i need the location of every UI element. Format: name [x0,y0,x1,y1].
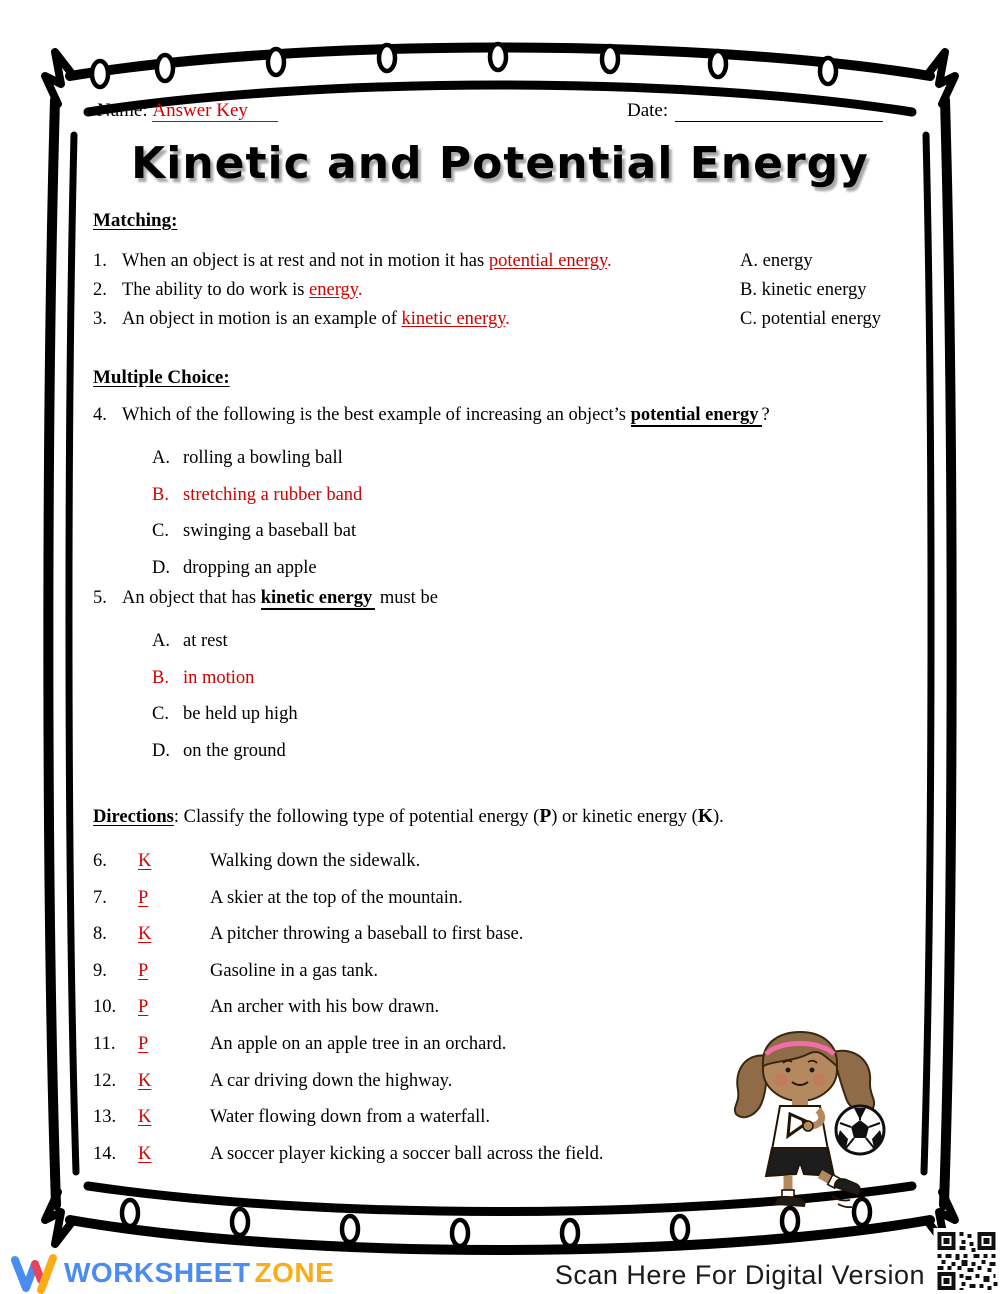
choice-option: B. kinetic energy [740,279,867,300]
directions-p: P [539,806,552,827]
matching-item [93,276,733,305]
classify-item [93,989,793,1026]
question-4-options [152,440,362,586]
header-row [97,100,897,122]
scan-here-label: Scan Here For Digital Version [554,1260,925,1290]
brand-zone: ZONE [254,1257,335,1288]
option-row [152,550,362,587]
item-text: The ability to do work is [122,279,310,300]
answer-text: energy [309,279,358,300]
matching-heading: Matching: [93,210,178,231]
option-row [152,696,298,733]
item-number: 9. [93,960,107,981]
answer-letter: K [138,1143,152,1164]
directions-line [93,806,953,828]
directions-text: : Classify the following type of potential energy ( [173,807,540,827]
answer-letter: P [138,960,149,981]
classify-item [93,843,793,880]
soccer-ball-icon [836,1106,884,1154]
classify-item [93,953,793,990]
item-text: A car driving down the highway. [210,1070,453,1091]
option-row [152,660,298,697]
item-number: 8. [93,924,107,945]
item-text: A pitcher throwing a baseball to first base. [210,924,524,945]
option-text: at rest [183,631,228,651]
item-number: 2. [93,279,107,300]
matching-choices [740,247,881,333]
item-number: 3. [93,308,107,329]
option-row [152,733,298,770]
worksheetzone-logo[interactable] [10,1252,334,1294]
qr-code [933,1228,1000,1294]
directions-k: K [697,806,713,827]
option-text: in motion [183,667,255,688]
option-row [152,440,362,477]
option-letter: B. [152,484,169,505]
classify-item [93,880,793,917]
option-letter: A. [152,448,170,468]
question-4 [93,405,953,426]
answer-letter: P [138,887,149,908]
option-text: dropping an apple [183,557,317,578]
item-period: . [357,279,363,300]
option-text: stretching a rubber band [183,484,363,505]
worksheetzone-w-icon [10,1252,58,1294]
question-emphasis: potential energy [631,405,762,427]
option-letter: D. [152,557,170,578]
item-number: 12. [93,1070,117,1091]
option-letter: A. [152,631,170,651]
classify-item [93,1063,793,1100]
item-text: Gasoline in a gas tank. [210,960,378,981]
classify-item [93,1136,793,1173]
soccer-girl-illustration [728,1018,898,1210]
item-period: . [505,308,510,329]
option-text: rolling a bowling ball [183,448,343,468]
item-number: 11. [93,1033,116,1054]
answer-letter: K [138,851,152,871]
classify-list [93,843,793,1172]
item-period: . [607,251,612,271]
choice-option: C. potential energy [740,308,881,329]
question-emphasis: kinetic energy [261,588,376,610]
date-label: Date: [627,100,669,121]
date-blank-line [675,102,883,122]
directions-text: ) or kinetic energy ( [551,807,698,827]
answer-text: potential energy [488,251,607,271]
directions-heading: Directions [93,807,174,827]
option-text: be held up high [183,704,298,725]
answer-letter: K [138,924,152,945]
item-text: Walking down the sidewalk. [210,851,421,871]
item-number: 10. [93,997,117,1018]
item-number: 14. [93,1143,117,1164]
item-text: An apple on an apple tree in an orchard. [210,1033,507,1054]
question-suffix: ? [761,405,770,425]
classify-item [93,1099,793,1136]
option-row [152,623,298,660]
option-letter: D. [152,740,170,761]
option-letter: C. [152,704,169,725]
item-text: A skier at the top of the mountain. [210,887,463,908]
option-text: on the ground [183,740,286,761]
item-text: An archer with his bow drawn. [210,997,440,1018]
item-number: 7. [93,887,107,908]
item-number: 1. [93,251,107,271]
matching-item [93,305,733,334]
item-number: 6. [93,851,107,871]
classify-item [93,1026,793,1063]
question-suffix: must be [375,588,438,608]
question-5-options [152,623,298,769]
answer-text: kinetic energy [401,308,506,329]
answer-letter: P [138,1033,149,1054]
matching-list [93,247,733,333]
item-text: When an object is at rest and not in motion it has [122,251,489,271]
option-letter: B. [152,667,169,688]
question-text: Which of the following is the best example of increasing an object’s [122,405,631,425]
item-text: Water flowing down from a waterfall. [210,1107,491,1128]
multiple-choice-heading: Multiple Choice: [93,367,230,388]
question-number: 5. [93,588,107,608]
option-row [152,477,362,514]
page-title: Kinetic and Potential Energy [131,138,869,189]
name-label: Name: [97,100,148,121]
option-row [152,513,362,550]
question-5 [93,588,953,609]
answer-letter: K [138,1070,152,1091]
name-answer-value: Answer Key [152,101,278,122]
question-text: An object that has [122,588,261,608]
option-letter: C. [152,521,169,542]
directions-text: ). [713,807,724,827]
brand-worksheet: WORKSHEET [64,1257,251,1288]
item-text: A soccer player kicking a soccer ball across the field. [210,1143,604,1164]
item-text: An object in motion is an example of [122,308,402,329]
option-text: swinging a baseball bat [183,521,357,542]
answer-letter: P [138,997,149,1018]
answer-letter: K [138,1107,152,1128]
question-number: 4. [93,405,107,425]
choice-option: A. energy [740,251,813,271]
item-number: 13. [93,1107,117,1128]
matching-item [93,247,733,276]
classify-item [93,916,793,953]
